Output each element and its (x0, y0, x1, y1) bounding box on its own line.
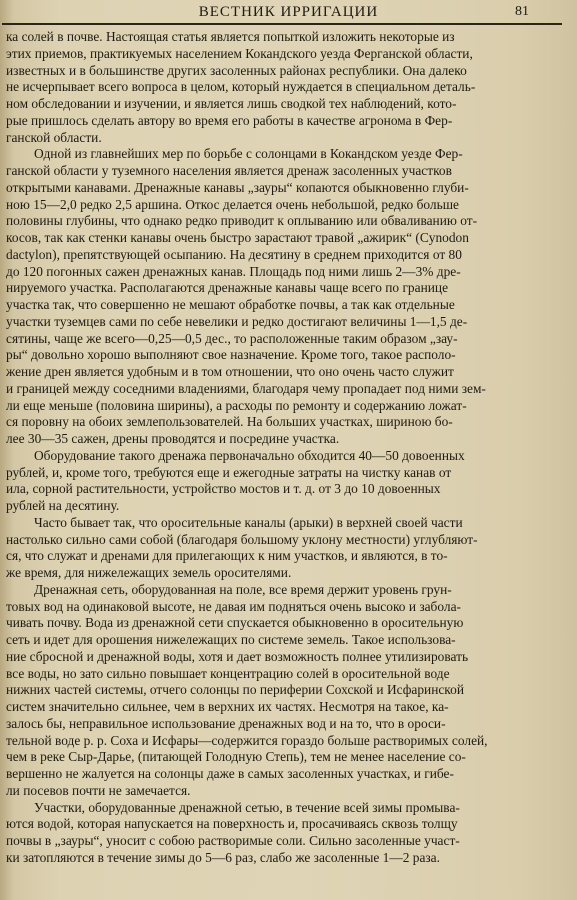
text-line: ила, сорной растительности, устройство мостов и т. д. от 3 до 10 довоенных (6, 481, 441, 497)
text-line: рые пришлось сделать автору во время его работы в качестве агронома в Фер- (6, 112, 453, 128)
text-line: все воды, но зато сильно повышает концентрацию солей в оросительной воде (6, 665, 450, 681)
text-line: Одной из главнейших мер по борьбе с солонцами в Кокандском уезде Фер- (34, 146, 463, 162)
page-number: 81 (515, 4, 529, 19)
header-rule (2, 23, 562, 25)
text-line: залось бы, неправильное использование дренажных вод и на то, что в ороси- (6, 715, 446, 731)
text-line: ся поровну на обоих землепользователей. На больших участках, шириною бо- (6, 414, 453, 430)
text-line: и границей между соседними владениями, благодаря чему пропадает под ними зем- (6, 380, 486, 396)
text-line: лее 30—35 сажен, дрены проводятся и посредине участка. (6, 431, 340, 446)
running-title: ВЕСТНИК ИРРИГАЦИИ (198, 4, 379, 20)
text-line: ли посевов почти не замечается. (6, 782, 191, 798)
text-line: ли еще меньше (половина ширины), а расходы по ремонту и содержанию ложат- (6, 397, 467, 413)
text-line: известных и в большинстве других засоленных районах республики. Она далеко (6, 62, 467, 78)
text-line: систем значительно сильнее, чем в верхних их частях. Несмотря на такое, ка- (6, 699, 449, 714)
text-line: нижних частей системы, отчего солонцы по периферии Сохской и Исфаринской (6, 682, 464, 698)
text-line: Участки, оборудованные дренажной сетью, в течение всей зимы промыва- (34, 799, 460, 815)
text-line: не исчерпывает всего вопроса в целом, который нуждается в специальном деталь- (6, 79, 476, 95)
text-line: участка так, что совершенно не мешают обработке почвы, а так как отдельные (6, 297, 455, 312)
text-line: товых вод на одинаковой высоте, не давая им подняться очень высоко и забола- (6, 598, 461, 614)
text-line: ка солей в почве. Настоящая статья является попыткой изложить некоторые из (6, 29, 455, 44)
text-line: ганской области у туземного населения является дренаж засоленных участков (6, 163, 452, 178)
text-line: рублей на десятину. (6, 498, 120, 513)
text-line: нируемого участка. Располагаются дренажные канавы чаще всего по границе (6, 280, 449, 296)
page-header (0, 0, 577, 24)
text-line: ки затопляются в течение зимы до 5—6 раз, слабо же засоленные 1—2 раза. (6, 849, 440, 865)
text-line: ном обследовании и изучении, и является лишь сводкой тех наблюдений, кото- (6, 96, 457, 111)
text-line: сятины, чаще же всего—0,25—0,5 дес., то расположенные таким образом „зау- (6, 330, 458, 346)
text-line: участки туземцев сами по себе невелики и редко достигают величины 1—1,5 де- (6, 313, 468, 329)
text-line: ганской области. (6, 129, 102, 145)
text-line: ются водой, которая напускается на поверхность и, просачиваясь сквозь толщу (6, 816, 458, 832)
text-line: жение дрен является удобным и в том отношении, что оно очень часто служит (6, 364, 454, 379)
text-line: вершенно не жалуется на солонцы даже в самых засоленных участках, и гибе- (6, 766, 454, 781)
text-line: ры“ довольно хорошо выполняют свое назначение. Кроме того, такое располо- (6, 347, 456, 363)
text-line: Оборудование такого дренажа первоначально обходится 40—50 довоенных (34, 447, 465, 463)
text-line: почвы в „зауры“, уносит с собою растворимые соли. Сильно засоленные участ- (6, 833, 460, 848)
body-text (6, 29, 538, 867)
text-line: чивать почву. Вода из дренажной сети спускается обыкновенно в оросительную (6, 615, 464, 631)
text-line: этих приемов, практикуемых населением Кокандского уезда Ферганской области, (6, 45, 473, 61)
text-line: открытыми канавами. Дренажные канавы „зауры“ копаются обыкновенно глуби- (6, 179, 469, 195)
text-line: сеть и идет для орошения нижележащих по системе земель. Такое использова- (6, 632, 456, 647)
text-line: до 120 погонных сажен дренажных канав. Площадь под ними лишь 2—3% дре- (6, 263, 461, 279)
text-line: ною 15—2,0 редко 2,5 аршина. Откос делается очень небольшой, редко больше (6, 196, 459, 212)
text-line: ся, что служат и дренами для прилегающих к ним участков, и являются, в то- (6, 548, 448, 564)
text-line: половины глубины, что однако редко приводит к оплыванию или обваливанию от- (6, 213, 478, 229)
text-line: рублей, и, кроме того, требуются еще и ежегодные затраты на чистку канав от (6, 464, 452, 480)
text-line: настолько сильно сами собой (благодаря большому уклону местности) углубляют- (6, 531, 478, 547)
text-line: dactylon), препятствующей осыпанию. На десятину в среднем приходится от 80 (6, 246, 462, 262)
text-line: ние сбросной и дренажной воды, хотя и дает возможность полнее утилизировать (6, 648, 469, 664)
text-line: Часто бывает так, что оросительные каналы (арыки) в верхней своей части (34, 514, 463, 530)
text-line: Дренажная сеть, оборудованная на поле, все время держит уровень грун- (34, 581, 452, 597)
text-line: тельной воде р. р. Соха и Исфары—содержится гораздо больше растворимых солей, (6, 732, 488, 748)
text-line: чем в реке Сыр-Дарье, (питающей Голодную Степь), тем не менее население со- (6, 749, 466, 765)
text-line: же время, для нижележащих земель оросителями. (6, 565, 292, 580)
text-line: косов, так как стенки канавы очень быстро зарастают травой „ажирик“ (Cynodon (6, 230, 469, 245)
